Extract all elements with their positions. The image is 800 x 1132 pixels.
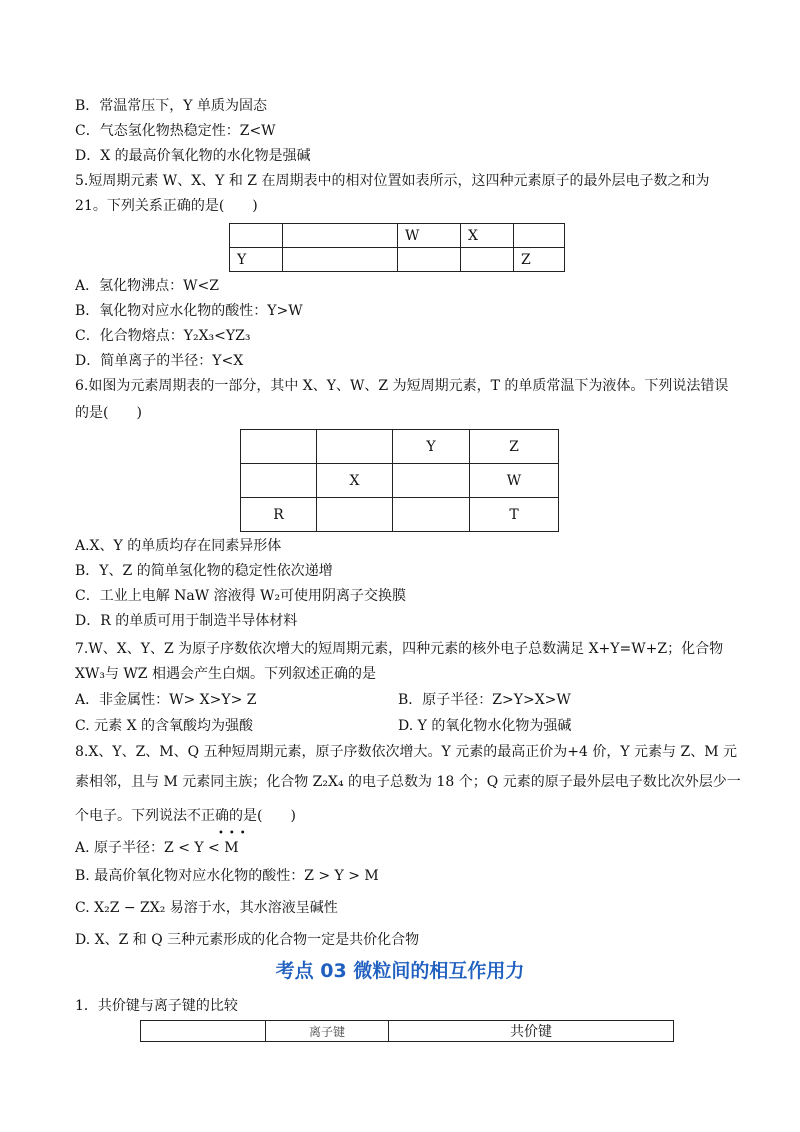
section-1-heading: 1．共价键与离子键的比较: [75, 998, 238, 1014]
table-cell: W: [470, 464, 559, 498]
table-cell: Y: [230, 248, 283, 272]
table-row: [230, 224, 565, 248]
option-c-previous: C．气态氢化物热稳定性：Z<W: [75, 123, 276, 139]
table-cell: [398, 248, 461, 272]
option-b-previous: B．常温常压下，Y 单质为固态: [75, 98, 267, 114]
emphasis-dots: •••: [218, 828, 251, 839]
table-cell: [317, 430, 393, 464]
table-cell: [283, 248, 398, 272]
table-cell: [241, 464, 317, 498]
question-8-stem-cont: 素相邻，且与 M 元素同主族；化合物 Z₂X₄ 的电子总数为 18 个；Q 元素的原子最外层电子数比次外层少一: [75, 774, 741, 790]
question-6-stem-cont: 的是( ): [75, 405, 142, 421]
question-6-stem: 6.如图为元素周期表的一部分，其中 X、Y、W、Z 为短周期元素，T 的单质常温下为液体。下列说法错误: [75, 378, 729, 394]
option-d-previous: D．X 的最高价氧化物的水化物是强碱: [75, 148, 311, 164]
table-cell: [317, 498, 393, 532]
table-cell: [241, 430, 317, 464]
question-7-option-d: D. Y 的氧化物水化物为强碱: [398, 718, 572, 734]
table-cell: Y: [393, 430, 470, 464]
question-5-stem: 5.短周期元素 W、X、Y 和 Z 在周期表中的相对位置如表所示，这四种元素原子的最外层电子数之和为: [75, 173, 710, 189]
table-cell: [393, 464, 470, 498]
table-cell: [230, 224, 283, 248]
table-row: [141, 1021, 674, 1042]
table-row: [241, 498, 559, 532]
question-7-stem: 7.W、X、Y、Z 为原子序数依次增大的短周期元素，四种元素的核外电子总数满足 X+Y=W+Z；化合物: [75, 641, 724, 657]
table-row: [241, 430, 559, 464]
table-cell: R: [241, 498, 317, 532]
table-row: [241, 464, 559, 498]
question-5-stem-cont: 21。下列关系正确的是( ): [75, 198, 258, 214]
question-8-stem: 8.X、Y、Z、M、Q 五种短周期元素，原子序数依次增大。Y 元素的最高正价为+4 价，Y 元素与 Z、M 元: [75, 744, 737, 760]
table-cell: Z: [470, 430, 559, 464]
bond-comparison-table: [140, 1020, 674, 1042]
question-5-table: [229, 223, 565, 272]
question-5-option-d: D．简单离子的半径：Y<X: [75, 353, 244, 369]
question-7-option-b: B．原子半径：Z>Y>X>W: [398, 692, 571, 708]
question-8-option-c: C. X₂Z − ZX₂ 易溶于水，其水溶液呈碱性: [75, 900, 338, 916]
table-header-cell: 共价键: [389, 1021, 674, 1042]
table-header-cell: [141, 1021, 266, 1042]
question-7-option-c: C. 元素 X 的含氧酸均为强酸: [75, 718, 253, 734]
question-7-option-a: A．非金属性：W> X>Y> Z: [75, 692, 257, 708]
table-cell: T: [470, 498, 559, 532]
question-8-stem-cont2: 个电子。下列说法不正确的是( ): [75, 808, 296, 824]
question-5-option-a: A．氢化物沸点：W<Z: [75, 278, 219, 294]
question-6-option-a: A.X、Y 的单质均存在同素异形体: [75, 538, 282, 554]
table-cell: X: [461, 224, 514, 248]
question-5-option-b: B．氧化物对应水化物的酸性：Y>W: [75, 303, 303, 319]
table-header-cell: 离子键: [266, 1021, 389, 1042]
question-8-option-a: A. 原子半径：Z < Y < M: [75, 840, 239, 856]
table-cell: W: [398, 224, 461, 248]
question-6-table: [240, 429, 559, 532]
table-cell: Z: [514, 248, 565, 272]
table-cell: X: [317, 464, 393, 498]
question-7-stem-cont: XW₃与 WZ 相遇会产生白烟。下列叙述正确的是: [75, 666, 376, 682]
table-cell: [514, 224, 565, 248]
table-cell: [283, 224, 398, 248]
question-6-option-d: D．R 的单质可用于制造半导体材料: [75, 613, 298, 629]
question-5-option-c: C．化合物熔点：Y₂X₃<YZ₃: [75, 328, 251, 344]
question-6-option-c: C．工业上电解 NaW 溶液得 W₂可使用阴离子交换膜: [75, 588, 407, 604]
question-8-option-b: B. 最高价氧化物对应水化物的酸性：Z > Y > M: [75, 868, 379, 884]
question-6-option-b: B．Y、Z 的简单氢化物的稳定性依次递增: [75, 563, 333, 579]
table-row: [230, 248, 565, 272]
section-title: 考点 03 微粒间的相互作用力: [275, 960, 525, 982]
table-cell: [393, 498, 470, 532]
question-8-option-d: D. X、Z 和 Q 三种元素形成的化合物一定是共价化合物: [75, 932, 420, 948]
table-cell: [461, 248, 514, 272]
